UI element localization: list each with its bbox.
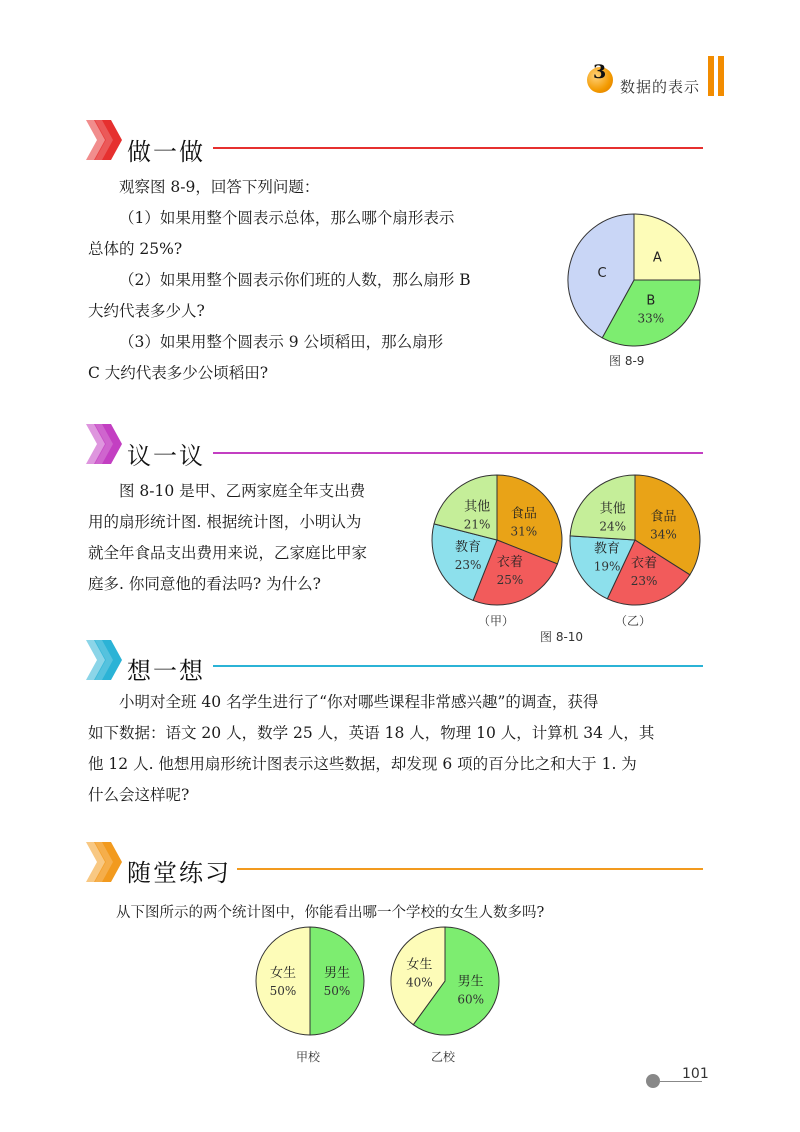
do-q1-line2: 总体的 25%? (88, 240, 183, 258)
pie-slice-percent: 50% (269, 984, 297, 998)
pie-chart-8-9 (566, 212, 702, 348)
do-q3-line1: （3）如果用整个圆表示 9 公顷稻田，那么扇形 (119, 333, 444, 351)
pie-slice-label: 教育 (455, 539, 482, 555)
chapter-title: 数据的表示 (620, 78, 701, 96)
pie-slice-label: 衣着 (631, 556, 658, 572)
pie-slice-percent: 60% (457, 992, 485, 1007)
pie-slice-percent: 40% (405, 975, 433, 990)
pie-slice-label: C (597, 265, 607, 281)
discuss-line3: 就全年食品支出费用来说，乙家庭比甲家 (88, 544, 368, 562)
pie-chart-jia (430, 473, 564, 607)
pie-slice-label: 食品 (510, 506, 537, 522)
section-rule-think (213, 665, 703, 667)
pie-slice-label: 其他 (464, 499, 491, 515)
do-q3-line2: C 大约代表多少公顷稻田? (88, 364, 269, 382)
pie-slice-percent: 19% (593, 559, 621, 574)
caption-school-jia: 甲校 (296, 1050, 321, 1064)
pie-chart-school-yi (389, 925, 501, 1037)
caption-8-9: 图 8-9 (609, 354, 645, 368)
pie-slice-label: 食品 (650, 509, 677, 525)
pie-slice-label: 教育 (594, 541, 621, 557)
pie-slice (634, 214, 700, 280)
pie-slice-label: 衣着 (496, 554, 523, 570)
pie-slice-percent: 23% (630, 574, 658, 589)
do-q2-line1: （2）如果用整个圆表示你们班的人数，那么扇形 B (119, 271, 471, 289)
pie-slice-label: 男生 (323, 966, 351, 981)
chevron-icon-discuss (84, 422, 126, 466)
caption-school-yi: 乙校 (431, 1050, 456, 1064)
pie-slice-percent: 24% (599, 519, 627, 534)
discuss-line4: 庭多. 你同意他的看法吗? 为什么? (88, 575, 321, 593)
header-bar-right (718, 56, 724, 96)
pie-slice-label: 男生 (457, 974, 484, 990)
pie-slice-label: 其他 (599, 501, 626, 517)
chevron-icon-think (84, 638, 126, 682)
chevron-icon-practice (84, 840, 126, 884)
section-title-do: 做一做 (127, 138, 205, 166)
discuss-text (88, 476, 418, 600)
do-q1-line1: （1）如果用整个圆表示总体，那么哪个扇形表示 (119, 209, 455, 227)
pie-slice (256, 927, 310, 1035)
think-line1: 小明对全班 40 名学生进行了“你对哪些课程非常感兴趣”的调查，获得 (119, 693, 599, 711)
pie-slice-percent: 50% (323, 984, 351, 998)
do-intro: 观察图 8-9，回答下列问题： (119, 178, 320, 196)
section-rule-do (213, 147, 703, 149)
discuss-line1: 图 8-10 是甲、乙两家庭全年支出费 (119, 482, 366, 500)
caption-8-10: 图 8-10 (540, 630, 584, 644)
think-line3: 他 12 人. 他想用扇形统计图表示这些数据，却发现 6 项的百分比之和大于 1. 为 (88, 755, 637, 773)
chevron-icon-do (84, 118, 126, 162)
pie-slice-percent: 33% (637, 311, 665, 326)
pie-chart-yi (568, 473, 702, 607)
do-q2-line2: 大约代表多少人? (88, 302, 205, 320)
practice-question: 从下图所示的两个统计图中，你能看出哪一个学校的女生人数多吗? (116, 905, 545, 921)
pie-slice-percent: 25% (496, 572, 524, 587)
pie-chart-school-jia (254, 925, 366, 1037)
page-marker-icon (646, 1074, 660, 1088)
section-title-practice: 随堂练习 (127, 859, 231, 887)
section-rule-practice (237, 868, 703, 870)
caption-jia: （甲） (478, 614, 515, 628)
pie-slice-percent: 21% (463, 517, 491, 532)
pie-slice-label: B (646, 293, 656, 309)
think-text (88, 687, 713, 811)
pie-slice-label: 女生 (269, 966, 297, 981)
pie-slice-label: 女生 (406, 957, 433, 973)
do-questions (88, 172, 538, 389)
pie-slice-label: A (652, 250, 662, 266)
header-bar-left (708, 56, 714, 96)
section-title-think: 想一想 (127, 657, 205, 685)
think-line4: 什么会这样呢? (88, 786, 190, 804)
section-rule-discuss (213, 452, 703, 454)
think-line2: 如下数据：语文 20 人，数学 25 人，英语 18 人，物理 10 人，计算机 34 人，其 (88, 724, 655, 742)
pie-slice (310, 927, 364, 1035)
page-number: 101 (682, 1066, 709, 1082)
pie-slice-percent: 34% (650, 527, 677, 542)
section-title-discuss: 议一议 (127, 442, 205, 470)
chapter-number: 3 (593, 61, 607, 83)
discuss-line2: 用的扇形统计图. 根据统计图，小明认为 (88, 513, 362, 531)
caption-yi: （乙） (615, 614, 652, 628)
pie-slice-percent: 23% (454, 557, 482, 572)
pie-slice-percent: 31% (510, 524, 538, 539)
